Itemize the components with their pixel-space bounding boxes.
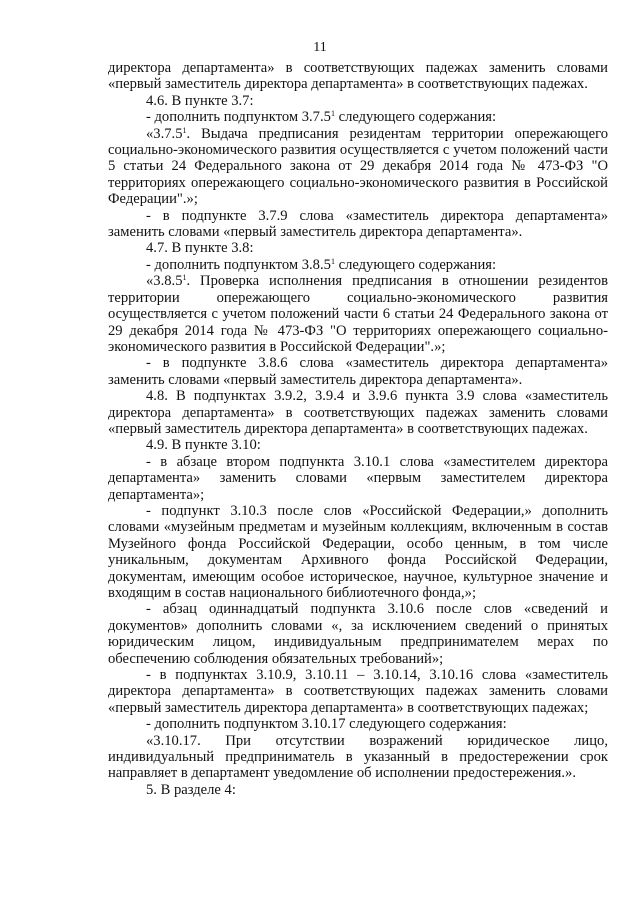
superscript-one: 1 — [182, 125, 187, 135]
paragraph-6: 4.7. В пункте 3.8: — [146, 240, 254, 257]
paragraph-10: 4.8. В подпунктах 3.9.2, 3.9.4 и 3.9.6 пункта 3.9 слова «заместитель директора департамента» в соответствующих падежах заменить словами «первый заместитель директора департамента» в соответствующих падежах. — [108, 388, 608, 437]
paragraph-1: директора департамента» в соответствующих падежах заменить словами «первый заместитель директора департамента» в соответствующих падежах. — [108, 60, 608, 93]
superscript-one: 1 — [182, 273, 187, 283]
paragraph-11: 4.9. В пункте 3.10: — [146, 437, 261, 454]
paragraph-17: «3.10.17. При отсутствии возражений юридическое лицо, индивидуальный предприниматель в указанный в предостережении срок направляет в департамент уведомление об исполнении предостережения.». — [108, 732, 608, 782]
document-body — [108, 60, 608, 798]
paragraph-12: - в абзаце втором подпункта 3.10.1 слова «заместителем директора департамента» заменить словами «первым заместителем директора департамента»; — [108, 453, 608, 503]
paragraph-9: - в подпункте 3.8.6 слова «заместитель директора департамента» заменить словами «первый заместитель директора департамента». — [108, 355, 608, 388]
paragraph-7: - дополнить подпунктом 3.8.5$^1$ следующего содержания: — [146, 256, 497, 273]
page-number: 11 — [313, 40, 327, 55]
paragraph-3: - дополнить подпунктом 3.7.5$^1$ следующего содержания: — [146, 109, 497, 126]
paragraph-14: - абзац одиннадцатый подпункта 3.10.6 после слов «сведений и документов» дополнить словами «, за исключением сведений о принятых юридическим лицом, индивидуальным предпринимателем мерах по обеспечению соблюдения обязательных требований»; — [108, 601, 608, 667]
superscript-one: 1 — [330, 256, 335, 266]
paragraph-16: - дополнить подпунктом 3.10.17 следующего содержания: — [146, 716, 507, 733]
superscript-one: 1 — [330, 109, 335, 119]
paragraph-15: - в подпунктах 3.10.9, 3.10.11 – 3.10.14, 3.10.16 слова «заместитель директора департамента» в соответствующих падежах заменить словами «первый заместитель директора департамента» в соответствующих падежах; — [108, 667, 608, 716]
paragraph-5: - в подпункте 3.7.9 слова «заместитель директора департамента» заменить словами «первый заместитель директора департамента». — [108, 207, 608, 241]
paragraph-4: «3.7.5$^1$. Выдача предписания резидентам территории опережающего социально-экономического развития осуществляется с учетом положений части 5 статьи 24 Федерального закона от 29 декабря 2014 года № 473-ФЗ "О территориях опережающего социально-экономического развития в Российской Федерации".»; — [108, 125, 608, 208]
paragraph-8: «3.8.5$^1$. Проверка исполнения предписания в отношении резидентов территории опережающего социально-экономического развития осуществляется с учетом положений части 6 статьи 24 Федерального закона от 29 декабря 2014 года № 473-ФЗ "О территориях опережающего социально-экономического развития в Российской Федерации".»; — [108, 273, 608, 355]
paragraph-2: 4.6. В пункте 3.7: — [146, 92, 254, 109]
paragraph-18: 5. В разделе 4: — [146, 781, 236, 798]
paragraph-13: - подпункт 3.10.3 после слов «Российской Федерации,» дополнить словами «музейным предметам и музейным коллекциям, включенным в состав Музейного фонда Российской Федерации, особо ценным, в том числе уникальным, документам Архивного фонда Российской Федерации, документам, имеющим особое историческое, научное, культурное значение и входящим в состав национального библиотечного фонда,»; — [108, 502, 608, 601]
